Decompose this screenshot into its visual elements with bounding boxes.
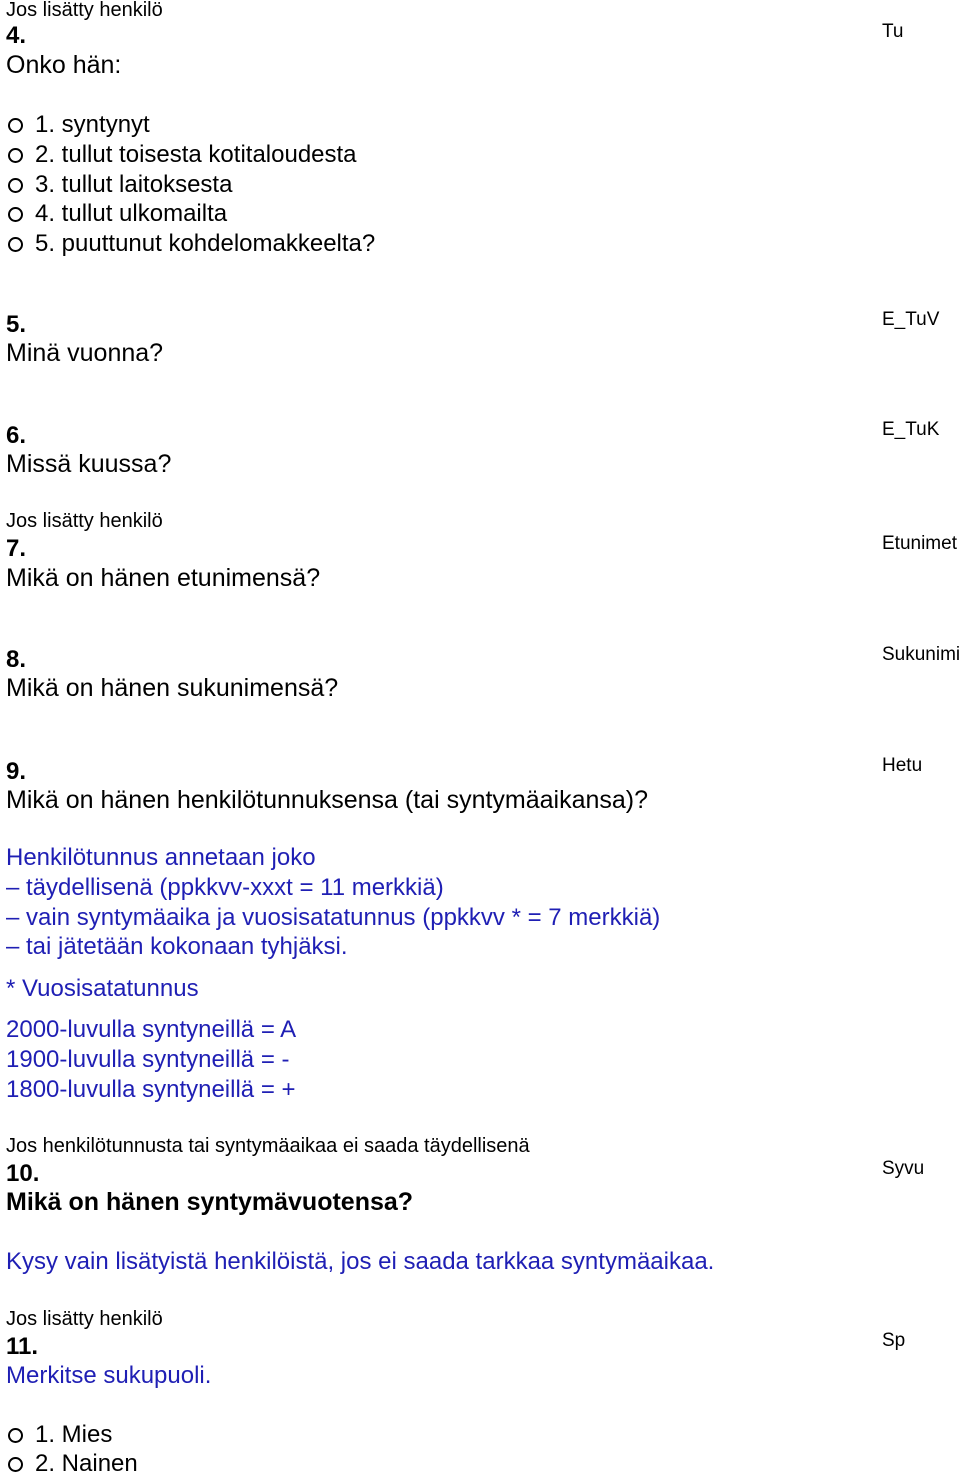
- q4-option-2[interactable]: 2. tullut toisesta kotitaloudesta: [8, 143, 357, 167]
- radio-button[interactable]: [8, 118, 23, 133]
- q4-code: Tu: [882, 21, 904, 42]
- q11-condition: Jos lisätty henkilö: [6, 1308, 163, 1330]
- q4-condition: Jos lisätty henkilö: [6, 0, 163, 21]
- q11-number: 11.: [6, 1333, 39, 1360]
- q9-code: Hetu: [882, 755, 923, 776]
- q8-question: Mikä on hänen sukunimensä?: [6, 674, 339, 702]
- q6-question: Missä kuussa?: [6, 450, 172, 478]
- radio-button[interactable]: [8, 207, 23, 222]
- q9-century-a: 2000-luvulla syntyneillä = A: [6, 1016, 297, 1043]
- q9-instruction-4: – tai jätetään kokonaan tyhjäksi.: [6, 933, 348, 960]
- q9-number: 9.: [6, 758, 27, 785]
- q9-instruction-3: – vain syntymäaika ja vuosisatatunnus (ppkkvv * = 7 merkkiä): [6, 904, 661, 931]
- radio-button[interactable]: [8, 178, 23, 193]
- q6-number: 6.: [6, 422, 27, 449]
- q4-option-5[interactable]: 5. puuttunut kohdelomakkeelta?: [8, 232, 375, 256]
- q4-option-1[interactable]: 1. syntynyt: [8, 113, 150, 137]
- q10-condition: Jos henkilötunnusta tai syntymäaikaa ei saada täydellisenä: [6, 1135, 530, 1157]
- q8-code: Sukunimi: [882, 644, 960, 665]
- q9-instruction-1: Henkilötunnus annetaan joko: [6, 844, 316, 871]
- q10-number: 10.: [6, 1160, 40, 1187]
- q9-century-plus: 1800-luvulla syntyneillä = +: [6, 1076, 296, 1103]
- q7-condition: Jos lisätty henkilö: [6, 510, 163, 532]
- q4-option-4[interactable]: 4. tullut ulkomailta: [8, 202, 227, 226]
- q6-code: E_TuK: [882, 419, 940, 440]
- q9-footnote: * Vuosisatatunnus: [6, 975, 199, 1002]
- q5-question: Minä vuonna?: [6, 339, 164, 367]
- q7-question: Mikä on hänen etunimensä?: [6, 564, 321, 592]
- q11-code: Sp: [882, 1330, 906, 1351]
- q4-option-3[interactable]: 3. tullut laitoksesta: [8, 173, 232, 197]
- q10-code: Syvu: [882, 1158, 925, 1179]
- radio-button[interactable]: [8, 1457, 23, 1472]
- q11-option-2[interactable]: 2. Nainen: [8, 1452, 138, 1476]
- radio-button[interactable]: [8, 237, 23, 252]
- q5-code: E_TuV: [882, 309, 940, 330]
- q9-century-dash: 1900-luvulla syntyneillä = -: [6, 1046, 290, 1073]
- q11-instruction: Merkitse sukupuoli.: [6, 1362, 212, 1389]
- q10-question: Mikä on hänen syntymävuotensa?: [6, 1188, 414, 1216]
- q10-instruction: Kysy vain lisätyistä henkilöistä, jos ei saada tarkkaa syntymäaikaa.: [6, 1248, 715, 1275]
- radio-button[interactable]: [8, 148, 23, 163]
- q7-code: Etunimet: [882, 533, 957, 554]
- q11-option-1[interactable]: 1. Mies: [8, 1423, 112, 1447]
- q9-instruction-2: – täydellisenä (ppkkvv-xxxt = 11 merkkiä): [6, 874, 444, 901]
- q5-number: 5.: [6, 311, 27, 338]
- q8-number: 8.: [6, 646, 27, 673]
- q7-number: 7.: [6, 535, 27, 562]
- q9-question: Mikä on hänen henkilötunnuksensa (tai syntymäaikansa)?: [6, 786, 649, 814]
- q4-number: 4.: [6, 22, 27, 49]
- q4-question: Onko hän:: [6, 51, 122, 79]
- radio-button[interactable]: [8, 1428, 23, 1443]
